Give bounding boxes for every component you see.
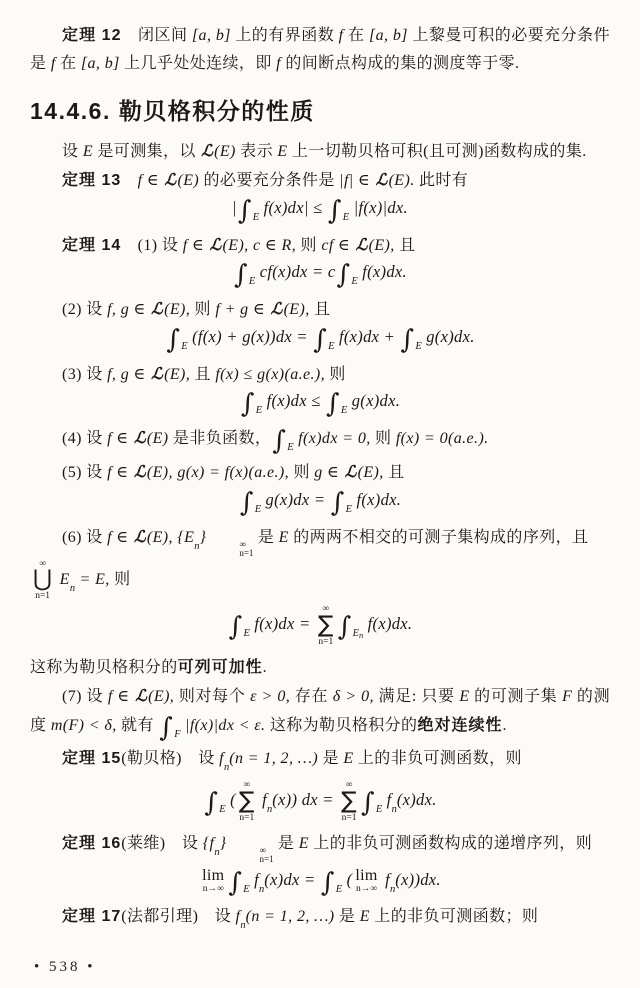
math-text: f, g ∈	[107, 365, 151, 383]
math-text: (n = 1, 2, …)	[245, 907, 335, 925]
text-run: 的间断点构成的集的测度等于零.	[281, 55, 520, 73]
math-text: (E), c ∈ R,	[222, 236, 297, 254]
integral-symbol: ∫	[240, 389, 255, 420]
subscript: E	[351, 276, 358, 288]
text-run: (3) 设	[62, 365, 108, 383]
text-run: 上的非负可测函数；则	[369, 907, 539, 925]
script-L-symbol: ℒ	[209, 234, 222, 254]
script-L-symbol: ℒ	[151, 363, 164, 383]
operator-mid: ⋃	[33, 565, 53, 592]
text-run: 满足: 只要	[373, 688, 460, 706]
bold-label: 绝对连续性	[417, 716, 503, 734]
superscript: ∞	[259, 844, 266, 855]
operator-mid: ∑	[341, 787, 357, 814]
text-run: 的两两不相交的可测子集构成的序列，且	[288, 528, 589, 546]
subscript: E	[243, 628, 250, 640]
theorem-14-item-6-union-line	[30, 559, 610, 602]
integral-symbol: ∫	[326, 389, 340, 420]
page-number: • 538 •	[34, 959, 96, 975]
math-text: f	[50, 55, 56, 73]
countable-additivity-note	[30, 654, 610, 682]
subscript: E	[255, 405, 263, 417]
text-run: (法都引理) 设	[121, 907, 236, 925]
math-text: F	[562, 688, 573, 706]
integral-symbol: ∫	[228, 612, 243, 643]
bold-label: 定理 15	[62, 749, 122, 767]
intro-measurable-set-paragraph	[30, 137, 610, 166]
math-text: |	[303, 197, 309, 217]
math-text: (x)dx.	[396, 790, 437, 810]
bold-label: 定理 14	[62, 236, 122, 254]
operator-bot: n=1	[341, 812, 357, 823]
text-run: 上一切勒贝格可积(且可测)函数构成的集.	[287, 142, 587, 160]
subscript: n	[223, 761, 230, 773]
math-text: (x)dx =	[264, 869, 320, 889]
text-run: 上黎曼可积的必要充分条件是	[30, 27, 611, 73]
operator-bot: n=1	[35, 590, 51, 601]
text-run: 则	[370, 430, 396, 448]
subscript: n=1	[259, 854, 274, 865]
math-text: (E)	[177, 172, 200, 190]
theorem-14-item-5-paragraph	[30, 458, 610, 487]
operator-mid: ∑	[317, 611, 334, 638]
math-text: E	[82, 142, 93, 160]
theorem-14-item-1-formula	[30, 260, 610, 291]
math-text: E	[55, 570, 70, 588]
text-run: 的可测子集	[469, 688, 563, 706]
script-L-symbol: ℒ	[375, 170, 388, 190]
script-L-symbol: ℒ	[355, 234, 368, 254]
math-text: f(x) ≤ g(x)(a.e.),	[215, 365, 326, 383]
text-run: 存在	[290, 688, 333, 706]
theorem-14-item-1-paragraph	[30, 231, 610, 260]
math-text: f	[249, 869, 259, 889]
math-text: (	[225, 790, 236, 810]
theorem-13-paragraph	[30, 166, 610, 195]
theorem-14-item-4-paragraph	[30, 424, 610, 458]
subscript: E	[219, 804, 226, 816]
operator-bot: n=1	[318, 636, 334, 647]
math-text: f, g ∈	[107, 301, 151, 319]
subscript: E	[335, 883, 343, 895]
bold-label: 定理 13	[62, 172, 122, 190]
math-text: E	[459, 688, 470, 706]
math-text: ε > 0,	[250, 688, 291, 706]
math-text: |f(x)|dx.	[349, 197, 408, 217]
math-text: (f(x) + g(x))dx =	[187, 326, 313, 346]
theorem-14-item-2-paragraph	[30, 295, 610, 324]
script-L-symbol: ℒ	[151, 299, 164, 319]
integral-symbol: ∫	[228, 867, 243, 898]
theorem-14-item-6-formula	[30, 604, 610, 647]
text-run: .	[502, 716, 507, 734]
math-text: E	[277, 142, 288, 160]
text-run: 是	[273, 834, 299, 852]
bold-label: 可列可加性	[177, 658, 263, 676]
subscript: F	[174, 728, 181, 740]
integral-symbol: ∫	[336, 260, 351, 291]
subscript: E	[243, 883, 250, 895]
subscript: n	[69, 582, 76, 594]
math-text: |	[232, 197, 237, 217]
text-run: 的必要充分条件是	[199, 172, 340, 190]
math-text: (E),	[357, 464, 384, 482]
text-run: 则	[190, 301, 216, 319]
operator-mid: lim	[355, 866, 378, 884]
text-run: 上的有界函数	[230, 27, 339, 44]
text-run: 且	[383, 464, 405, 482]
subscript: E	[287, 442, 294, 454]
math-text: f(x) = 0(a.e.).	[395, 430, 489, 448]
math-text: E	[343, 749, 354, 767]
script-L-symbol: ℒ	[135, 686, 148, 706]
theorem-12-paragraph	[30, 22, 610, 79]
math-text: f(x)dx ≤	[262, 391, 326, 411]
math-text: (E),	[164, 301, 191, 319]
math-text: |f| ∈	[339, 172, 375, 190]
math-text: f ∈	[137, 172, 164, 190]
integral-symbol: ∫	[360, 788, 375, 819]
math-text: f ∈	[182, 236, 209, 254]
math-text: cf ∈	[321, 236, 355, 254]
math-text: δ > 0,	[332, 688, 374, 706]
text-run: (勒贝格) 设	[121, 749, 220, 767]
math-text: (E),	[148, 688, 175, 706]
subscript: n	[391, 804, 397, 816]
subscript: E	[252, 211, 260, 223]
text-run: (1) 设	[121, 236, 183, 254]
subscript: E	[352, 628, 359, 640]
math-text: f(x)dx = 0,	[293, 430, 371, 448]
sum-operator	[318, 604, 334, 647]
math-text: (E)	[214, 142, 236, 160]
theorem-14-item-2-formula	[30, 324, 610, 355]
integral-symbol: ∫	[166, 324, 181, 355]
text-run: (6) 设	[62, 528, 108, 546]
math-text: E	[359, 907, 370, 925]
text-run: 是	[334, 907, 360, 925]
math-text: ≤	[308, 197, 327, 217]
operator-bot: n→∞	[202, 883, 224, 894]
theorem-15-paragraph	[30, 745, 610, 778]
operator-mid: lim	[202, 866, 225, 884]
math-text: f(x)dx =	[249, 614, 315, 634]
bold-label: 定理 12	[62, 27, 122, 44]
math-text: = E,	[75, 570, 110, 588]
theorem-14-item-3-paragraph	[30, 360, 610, 389]
math-text: f	[235, 907, 241, 925]
math-text: (E), g(x) = f(x)(a.e.),	[146, 464, 290, 482]
text-run: 则	[296, 236, 322, 254]
subscript: E	[342, 211, 350, 223]
limit-operator	[355, 868, 377, 894]
text-run: 则	[109, 570, 131, 588]
operator-bot: n=1	[239, 812, 255, 823]
integral-symbol: ∫	[204, 788, 219, 819]
math-text: g(x)dx.	[347, 391, 401, 411]
math-text: }	[219, 834, 227, 852]
integral-symbol: ∫	[327, 195, 342, 226]
text-run: 表示	[235, 142, 278, 160]
subscript: E	[345, 503, 353, 515]
section-heading-14-4-6	[30, 97, 610, 127]
sup-sub-limits	[207, 540, 253, 559]
text-run: 且	[394, 236, 416, 254]
math-text: {f	[202, 834, 215, 852]
math-text: f ∈	[107, 430, 133, 448]
math-text: (E),	[368, 236, 395, 254]
math-text: f ∈	[107, 528, 133, 546]
bold-label: 定理 16	[62, 834, 122, 852]
text-run: 就有	[116, 716, 159, 734]
math-text: (x))dx.	[395, 869, 441, 889]
math-text: f	[276, 55, 281, 73]
subscript: E	[328, 340, 335, 352]
math-text: f + g ∈	[215, 301, 270, 319]
integral-symbol: ∫	[320, 867, 335, 898]
text-run: (7) 设	[62, 688, 108, 706]
math-text: [a, b]	[80, 55, 120, 73]
math-text: f	[338, 27, 344, 44]
sum-operator	[239, 780, 255, 823]
text-run: (4) 设	[62, 430, 108, 448]
script-L-symbol: ℒ	[344, 462, 357, 482]
script-L-symbol: ℒ	[133, 526, 146, 546]
subscript: n	[194, 540, 200, 552]
text-run: 闭区间	[121, 27, 192, 44]
text-run: 且	[309, 301, 331, 319]
math-text: f	[382, 790, 392, 810]
text-run: 上的非负可测函数，则	[353, 749, 522, 767]
union-operator	[33, 559, 52, 602]
math-text: [a, b]	[191, 27, 231, 44]
text-run: .	[262, 658, 268, 676]
math-text: f(x)dx.	[363, 614, 413, 634]
text-run: (莱维) 设	[121, 834, 203, 852]
subscript: E	[181, 340, 188, 352]
math-text: (E)	[146, 430, 169, 448]
text-run: 这称为勒贝格积分的	[30, 658, 178, 676]
theorem-13-formula	[30, 195, 610, 226]
subscript: E	[248, 276, 256, 288]
text-run: 则	[289, 464, 315, 482]
script-L-symbol: ℒ	[133, 462, 146, 482]
text-run: 此时有	[414, 172, 469, 190]
math-text: f ∈	[107, 464, 133, 482]
text-run: 设	[62, 142, 83, 160]
subscript: n	[214, 846, 220, 858]
subscript: n	[240, 919, 246, 931]
theorem-14-item-6-paragraph	[30, 523, 610, 559]
operator-top: ∞	[39, 558, 47, 569]
text-run: 的测度	[30, 688, 610, 734]
text-run: 在	[55, 55, 81, 73]
superscript: ∞	[239, 538, 246, 549]
theorem-15-formula	[30, 780, 610, 823]
math-text: [a, b]	[368, 27, 408, 44]
text-run: 是	[318, 749, 344, 767]
subscript: n=1	[239, 548, 254, 559]
math-text: (E).	[388, 172, 415, 190]
math-text: (E),	[283, 301, 310, 319]
page-content	[30, 22, 610, 936]
text-run: 在	[343, 27, 369, 44]
math-text: E	[278, 528, 289, 546]
math-text: f(x)dx.	[357, 262, 407, 282]
integral-symbol: ∫	[159, 712, 174, 743]
math-text: E	[298, 834, 309, 852]
math-text: f	[219, 749, 224, 767]
math-text: f	[380, 869, 390, 889]
theorem-14-item-5-formula	[30, 487, 610, 518]
subscript: n	[267, 804, 273, 816]
math-text: |f(x)|dx < ε.	[180, 716, 266, 734]
integral-symbol: ∫	[337, 612, 352, 643]
text-run: 上的非负可测函数构成的递增序列，则	[308, 834, 593, 852]
integral-symbol: ∫	[239, 487, 254, 518]
text-run: (2) 设	[62, 301, 108, 319]
subscript: E	[415, 340, 422, 352]
math-text: (E), {E	[146, 528, 195, 546]
integral-symbol: ∫	[272, 426, 287, 457]
integral-symbol: ∫	[330, 487, 345, 518]
text-run: 是可测集，以	[93, 142, 201, 160]
operator-bot: n→∞	[356, 883, 378, 894]
math-text: (E),	[164, 365, 191, 383]
text-run: 则对每个	[174, 688, 251, 706]
text-run	[121, 172, 137, 189]
script-L-symbol: ℒ	[133, 428, 146, 448]
subscript: E	[375, 804, 383, 816]
math-text: f(x)dx +	[334, 326, 400, 346]
sum-operator	[341, 780, 357, 823]
math-text: g(x)dx =	[261, 489, 330, 509]
script-L-symbol: ℒ	[164, 170, 177, 190]
subscript: E	[254, 503, 262, 515]
math-text: g(x)dx.	[421, 326, 475, 346]
operator-top: ∞	[345, 780, 353, 791]
text-run: 且	[190, 365, 216, 383]
text-run: 是	[253, 528, 279, 546]
subscript: E	[340, 405, 348, 417]
text-run: 这称为勒贝格积分的	[265, 716, 418, 734]
limit-operator	[202, 868, 224, 894]
bold-label: 定理 17	[62, 907, 122, 925]
integral-symbol: ∫	[237, 195, 252, 226]
math-text: f	[257, 790, 268, 810]
sup-sub-limits	[227, 846, 273, 865]
integral-symbol: ∫	[234, 260, 248, 291]
script-L-symbol: ℒ	[201, 140, 214, 160]
theorem-16-paragraph	[30, 830, 610, 865]
math-text: (x)) dx =	[272, 790, 339, 810]
math-text: cf(x)dx = c	[255, 262, 336, 282]
subscript: n	[258, 883, 265, 895]
integral-symbol: ∫	[313, 324, 328, 355]
subscript: n	[389, 883, 396, 895]
operator-mid: ∑	[238, 787, 255, 814]
text-run: 14.4.6. 勒贝格积分的性质	[30, 97, 315, 124]
theorem-14-item-3-formula	[30, 389, 610, 420]
math-text: }	[199, 528, 207, 546]
integral-symbol: ∫	[400, 324, 415, 355]
math-text: (n = 1, 2, …)	[229, 749, 319, 767]
script-L-symbol: ℒ	[270, 299, 283, 319]
operator-top: ∞	[322, 604, 330, 615]
math-text: (	[342, 869, 353, 889]
theorem-14-item-7-paragraph	[30, 682, 610, 744]
text-run: (5) 设	[62, 464, 108, 482]
math-text: f(x)dx	[259, 197, 304, 217]
sub-subscript: n	[358, 630, 364, 641]
text-run: 上几乎处处连续，即	[119, 55, 277, 73]
math-text: m(F) < δ,	[50, 716, 117, 734]
operator-top: ∞	[243, 780, 251, 791]
math-text: f(x)dx.	[352, 489, 402, 509]
theorem-16-formula	[30, 868, 610, 896]
theorem-17-paragraph	[30, 903, 610, 936]
math-text: f ∈	[107, 688, 135, 706]
text-run: 是非负函数，	[168, 430, 272, 448]
math-text: g ∈	[314, 464, 344, 482]
text-run: 则	[325, 365, 346, 383]
